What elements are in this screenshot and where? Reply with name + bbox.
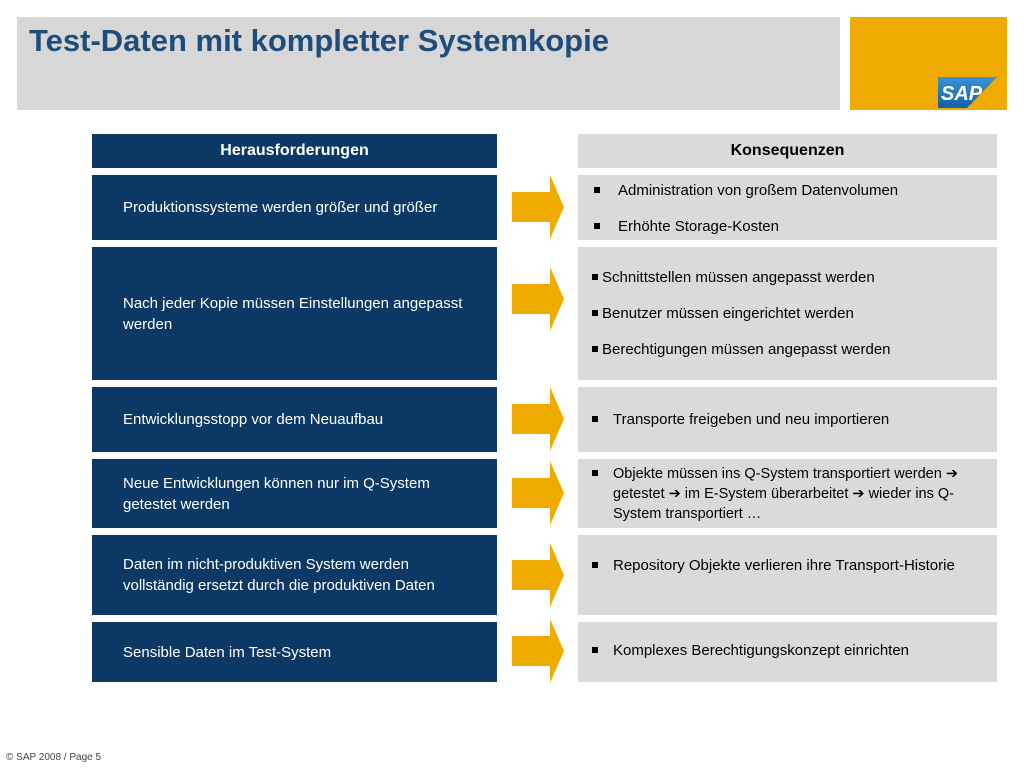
bullet-square-icon — [592, 416, 598, 422]
table-row — [0, 175, 1024, 240]
list-item — [592, 556, 962, 576]
consequence-text: Komplexes Berechtigungskonzept einrichten — [613, 642, 910, 659]
list-item — [592, 410, 889, 430]
table-row — [0, 459, 1024, 528]
consequence-text: Repository Objekte verlieren ihre Transport-Historie — [613, 557, 955, 574]
consequence-cell — [578, 175, 997, 240]
bullet-square-icon — [594, 187, 600, 193]
bullet-square-icon — [592, 310, 598, 316]
title-bar — [17, 17, 840, 110]
list-item — [594, 181, 898, 201]
consequence-text: Schnittstellen müssen angepasst werden — [602, 269, 875, 286]
consequence-text: Benutzer müssen eingerichtet werden — [602, 305, 854, 322]
challenge-cell: Sensible Daten im Test-System — [92, 622, 497, 682]
bullet-square-icon — [594, 223, 600, 229]
challenge-cell: Neue Entwicklungen können nur im Q-System getestet werden — [92, 459, 497, 528]
header-challenges: Herausforderungen — [92, 134, 497, 168]
challenge-cell: Produktionssysteme werden größer und größer — [92, 175, 497, 240]
consequence-text: Transporte freigeben und neu importieren — [613, 411, 890, 428]
list-item — [592, 340, 891, 360]
consequence-cell — [578, 535, 997, 615]
table-row — [0, 387, 1024, 452]
list-item — [592, 464, 987, 524]
arrow-right-icon — [512, 461, 564, 525]
consequence-text: Erhöhte Storage-Kosten — [618, 218, 779, 235]
arrow-right-icon — [512, 619, 564, 683]
bullet-square-icon — [592, 470, 598, 476]
arrow-right-icon — [512, 387, 564, 451]
logo-panel — [850, 17, 1007, 110]
bullet-square-icon — [592, 274, 598, 280]
table-row — [0, 247, 1024, 380]
bullet-square-icon — [592, 647, 598, 653]
consequence-cell — [578, 622, 997, 682]
challenge-cell: Daten im nicht-produktiven System werden vollständig ersetzt durch die produktiven Daten — [92, 535, 497, 615]
consequence-text: Berechtigungen müssen angepasst werden — [602, 341, 891, 358]
logo-text: SAP — [941, 83, 983, 105]
header-consequences: Konsequenzen — [578, 134, 997, 168]
consequence-text: Administration von großem Datenvolumen — [618, 182, 899, 199]
consequence-cell — [578, 247, 997, 380]
table-row — [0, 622, 1024, 682]
consequence-cell — [578, 387, 997, 452]
consequence-cell — [578, 459, 997, 528]
bullet-square-icon — [592, 346, 598, 352]
table-row — [0, 535, 1024, 615]
consequence-text: Objekte müssen ins Q-System transportiert werden ➔ getestet ➔ im E-System überarbeitet ➔ wieder ins Q-System transportiert … — [613, 466, 958, 522]
challenge-cell: Nach jeder Kopie müssen Einstellungen angepasst werden — [92, 247, 497, 380]
sap-logo-icon — [938, 77, 997, 108]
challenge-cell: Entwicklungsstopp vor dem Neuaufbau — [92, 387, 497, 452]
arrow-right-icon — [512, 267, 564, 331]
bullet-square-icon — [592, 562, 598, 568]
arrow-right-icon — [512, 543, 564, 607]
page-title: Test-Daten mit kompletter Systemkopie — [29, 23, 609, 58]
list-item — [592, 641, 909, 661]
list-item — [594, 217, 779, 237]
list-item — [592, 268, 875, 288]
arrow-right-icon — [512, 175, 564, 239]
list-item — [592, 304, 854, 324]
footer-copyright: © SAP 2008 / Page 5 — [6, 752, 102, 763]
